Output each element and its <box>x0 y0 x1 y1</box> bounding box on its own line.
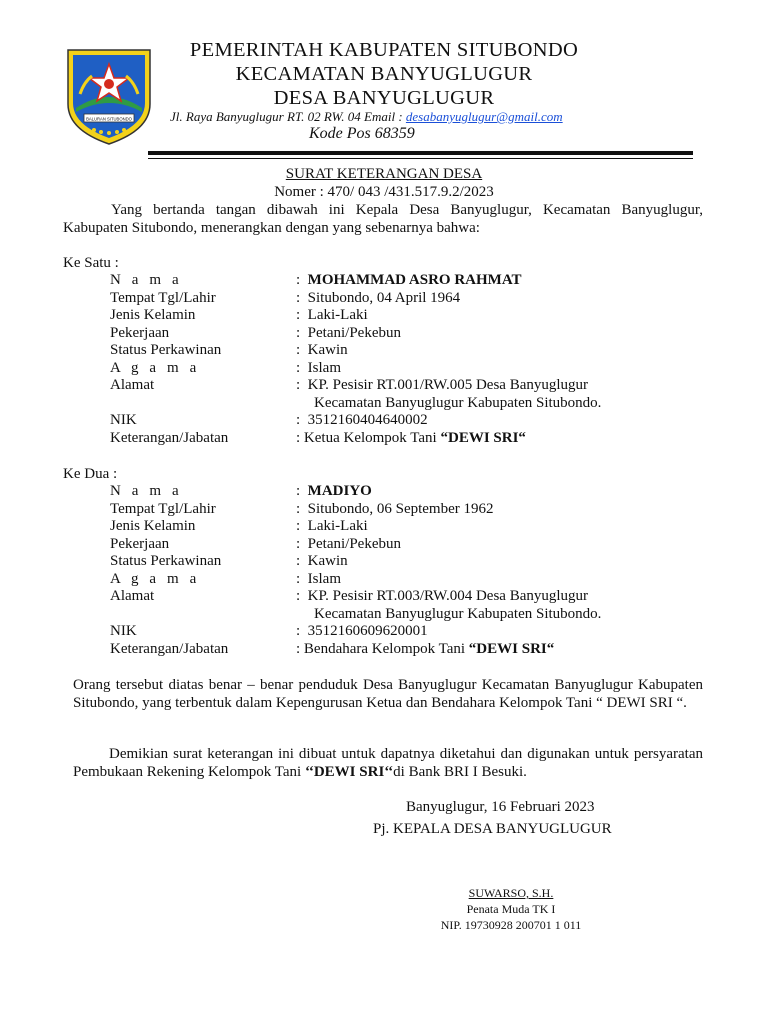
person2-address-line1: : KP. Pesisir RT.003/RW.004 Desa Banyuglugur <box>296 588 589 604</box>
signer-name: SUWARSO, S.H. <box>468 886 554 900</box>
person2-name: : MADIYO <box>296 483 372 499</box>
signer-rank: Penata Muda TK I <box>466 902 556 916</box>
header-divider-thin <box>148 158 693 159</box>
person2-religion: : Islam <box>296 571 341 587</box>
statement-paragraph: Orang tersebut diatas benar – benar penduduk Desa Banyuglugur Kecamatan Banyuglugur Kabupaten Situbondo, yang terbentuk dalam Kepengurusan Ketua dan Bendahara Kelompok Tani “ DEWI SRI “. <box>73 677 703 711</box>
person1-label-gender: Jenis Kelamin <box>110 307 196 323</box>
person1-address-line2: Kecamatan Banyuglugur Kabupaten Situbondo. <box>314 395 602 411</box>
person2-label-religion: A g a m a <box>110 571 200 587</box>
person1-label-birth: Tempat Tgl/Lahir <box>110 290 216 306</box>
person2-birth: : Situbondo, 06 September 1962 <box>296 501 494 517</box>
person1-birth: : Situbondo, 04 April 1964 <box>296 290 461 306</box>
email-link[interactable]: desabanyuglugur@gmail.com <box>405 109 563 124</box>
person2-label-job: Pekerjaan <box>110 536 170 552</box>
person1-label-marital: Status Perkawinan <box>110 342 222 358</box>
person1-label-position: Keterangan/Jabatan <box>110 430 229 446</box>
person2-gender: : Laki-Laki <box>296 518 368 534</box>
person1-label-religion: A g a m a <box>110 360 200 376</box>
header-government: PEMERINTAH KABUPATEN SITUBONDO <box>189 39 579 61</box>
person1-name: : MOHAMMAD ASRO RAHMAT <box>296 272 522 288</box>
person2-heading: Ke Dua : <box>63 466 118 482</box>
signer-nip: NIP. 19730928 200701 1 011 <box>440 918 582 932</box>
person2-position: : Bendahara Kelompok Tani “DEWI SRI“ <box>296 641 555 657</box>
person1-religion: : Islam <box>296 360 341 376</box>
person2-nik: : 3512160609620001 <box>296 623 428 639</box>
person1-label-job: Pekerjaan <box>110 325 170 341</box>
person1-nik: : 3512160404640002 <box>296 412 428 428</box>
address-text: Jl. Raya Banyuglugur RT. 02 RW. 04 Email : <box>170 109 406 124</box>
document-title: SURAT KETERANGAN DESA <box>285 166 483 182</box>
header-village: DESA BANYUGLUGUR <box>273 87 495 109</box>
person1-label-address: Alamat <box>110 377 155 393</box>
header-district: KECAMATAN BANYUGLUGUR <box>235 63 533 85</box>
person1-position: : Ketua Kelompok Tani “DEWI SRI“ <box>296 430 526 446</box>
person2-label-nik: NIK <box>110 623 137 639</box>
person2-address-line2: Kecamatan Banyuglugur Kabupaten Situbondo. <box>314 606 602 622</box>
closing-paragraph: Demikian surat keterangan ini dibuat untuk dapatnya diketahui dan digunakan untuk persyaratan Pembukaan Rekening Kelompok Tani ‘‘DEWI SRI‘‘di Bank BRI I Besuki. <box>73 746 703 780</box>
person1-job: : Petani/Pekebun <box>296 325 401 341</box>
person1-marital: : Kawin <box>296 342 348 358</box>
person2-label-position: Keterangan/Jabatan <box>110 641 229 657</box>
header-divider-thick <box>148 151 693 155</box>
person1-gender: : Laki-Laki <box>296 307 368 323</box>
place-date: Banyuglugur, 16 Februari 2023 <box>406 799 595 815</box>
document-number: Nomer : 470/ 043 /431.517.9.2/2023 <box>274 184 494 200</box>
person1-label-name: N a m a <box>110 272 183 288</box>
header-address <box>170 109 563 125</box>
person2-label-name: N a m a <box>110 483 183 499</box>
signer-title: Pj. KEPALA DESA BANYUGLUGUR <box>373 821 612 837</box>
person2-job: : Petani/Pekebun <box>296 536 401 552</box>
person2-marital: : Kawin <box>296 553 348 569</box>
person1-heading: Ke Satu : <box>63 255 119 271</box>
regency-emblem-logo <box>64 46 154 146</box>
person2-label-gender: Jenis Kelamin <box>110 518 196 534</box>
intro-paragraph: Yang bertanda tangan dibawah ini Kepala Desa Banyuglugur, Kecamatan Banyuglugur, Kabupaten Situbondo, menerangkan dengan yang sebenarnya bahwa: <box>63 202 703 236</box>
emblem-ribbon-text: BALURAN SITUBONDO <box>86 116 132 122</box>
person2-label-birth: Tempat Tgl/Lahir <box>110 501 216 517</box>
person2-label-address: Alamat <box>110 588 155 604</box>
person2-label-marital: Status Perkawinan <box>110 553 222 569</box>
person1-label-nik: NIK <box>110 412 137 428</box>
person1-address-line1: : KP. Pesisir RT.001/RW.005 Desa Banyuglugur <box>296 377 589 393</box>
postal-code: Kode Pos 68359 <box>309 125 415 142</box>
